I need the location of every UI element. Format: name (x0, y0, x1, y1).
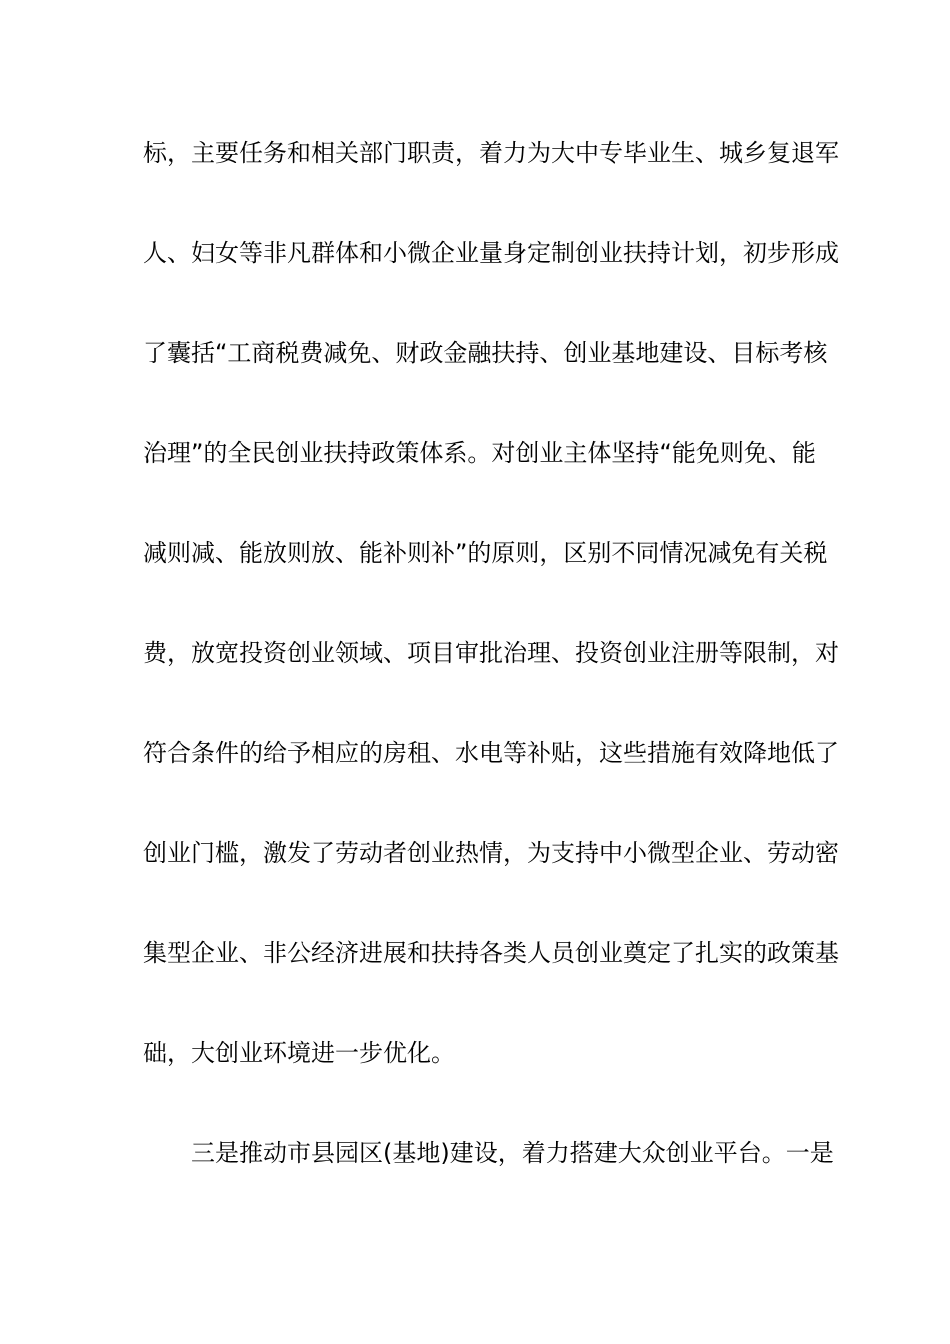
paragraph-line-indented: 三是推动市县园区(基地)建设，着力搭建大众创业平台。一是 (191, 1139, 834, 1167)
paragraph-line: 标，主要任务和相关部门职责，着力为大中专毕业生、城乡复退军 (143, 139, 839, 167)
paragraph-line: 了囊括“工商税费减免、财政金融扶持、创业基地建设、目标考核 (143, 339, 828, 367)
paragraph-line: 创业门槛，激发了劳动者创业热情，为支持中小微型企业、劳动密 (143, 839, 839, 867)
paragraph-line: 减则减、能放则放、能补则补”的原则，区别不同情况减免有关税 (143, 539, 828, 567)
paragraph-line: 治理”的全民创业扶持政策体系。对创业主体坚持“能免则免、能 (143, 439, 816, 467)
paragraph-line-end: 础，大创业环境进一步优化。 (143, 1039, 455, 1067)
paragraph-line: 集型企业、非公经济进展和扶持各类人员创业奠定了扎实的政策基 (143, 939, 839, 967)
paragraph-line: 符合条件的给予相应的房租、水电等补贴，这些措施有效降地低了 (143, 739, 839, 767)
paragraph-line: 人、妇女等非凡群体和小微企业量身定制创业扶持计划，初步形成 (143, 239, 839, 267)
paragraph-line: 费，放宽投资创业领域、项目审批治理、投资创业注册等限制，对 (143, 639, 839, 667)
